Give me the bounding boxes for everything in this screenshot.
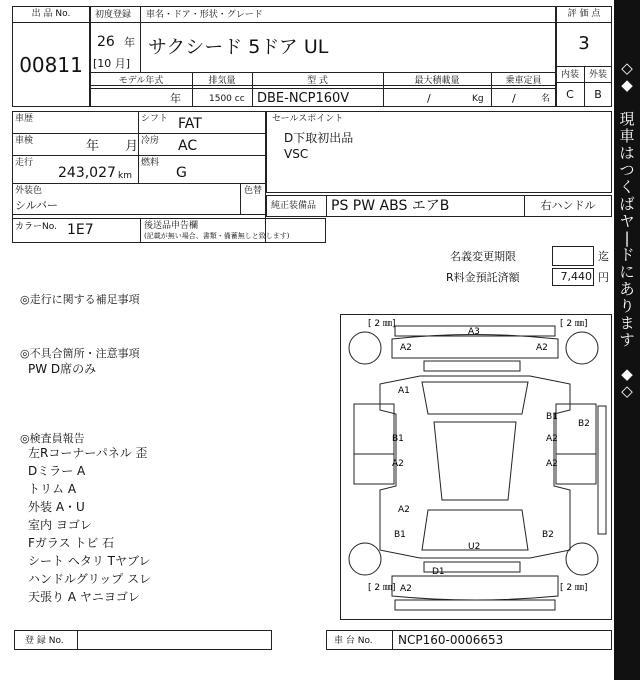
ac-label: 冷房 [141,136,160,146]
recycle-unit: 円 [598,271,609,284]
fuel-label: 燃料 [141,158,160,168]
first-reg-month: [10 月] [93,57,131,70]
damage-mark: B1 [546,412,558,422]
defects-label: ◎不具合箇所・注意事項 [20,347,140,360]
sales-point-1: D下取初出品 [284,131,354,145]
damage-mark: A2 [546,434,558,444]
recycle-value: 7,440 [560,270,592,283]
inspector-item: 外装 A・U [28,500,85,514]
exterior-label: 外装 [588,70,607,80]
damage-mark: A2 [400,343,412,353]
inspection-label: 車検 [15,136,34,146]
tire-label-rl: [ 2 ㎜] [368,583,396,593]
ac-value: AC [178,138,198,154]
color-no-label: カラーNo. [15,222,57,232]
chassis-label: 車 台 No. [334,636,373,646]
wheel-icon [349,543,381,575]
name-change-label: 名義変更期限 [450,250,516,263]
capacity-unit: 名 [541,94,551,104]
history-label: 車歴 [15,114,34,124]
damage-mark: A2 [392,459,404,469]
interior-grade: C [566,88,574,101]
first-reg-label: 初度登録 [95,10,132,20]
car-name-label: 車名・ドア・形状・グレード [146,10,263,20]
shift-value: FAT [178,116,202,132]
damage-mark: D1 [432,567,445,577]
model-year-label: モデル年式 [118,76,164,86]
inspector-item: 左Rコーナーパネル 歪 [28,446,148,460]
load-slash: / [427,92,431,105]
inspector-label: ◎検査員報告 [20,432,85,445]
steering-value: 右ハンドル [540,199,596,212]
tire-label-fr: [ 2 ㎜] [560,319,588,329]
lot-number: 00811 [19,53,83,77]
inspector-item: トリム A [28,482,77,496]
displacement-label: 排気量 [208,76,236,86]
damage-mark: A2 [400,584,412,594]
chassis-number: NCP160-0006653 [398,633,504,647]
inspector-item: Fガラス トビ 石 [28,536,115,550]
first-reg-year: 26 [97,34,115,50]
shipping-label: 後送品申告欄 [144,221,199,231]
equipment-label: 純正装備品 [271,201,317,211]
driving-notes-label: ◎走行に関する補足事項 [20,293,140,306]
defect-item: PW D席のみ [28,362,97,376]
color-value: シルバー [15,199,58,212]
color-label: 外装色 [15,186,43,196]
inspector-item: 天張り A ヤニヨゴレ [28,590,140,604]
model-code: DBE-NCP160V [257,91,350,106]
damage-mark: B1 [394,530,406,540]
damage-mark: A2 [546,459,558,469]
sales-point-2: VSC [284,147,309,161]
shift-label: シフト [141,114,169,124]
name-change-box [552,246,594,266]
inspector-item: ハンドルグリップ スレ [28,572,152,586]
side-banner-text: ◇ ◆ 現 車 は つ く ば ヤ | ド に あ り ま す ◆ ◇ [619,59,635,400]
registration-label: 登 録 No. [25,636,64,646]
score-value: 3 [578,33,590,54]
shipping-note: (記載が無い場合、書類・備蓄無しと致します) [144,232,290,240]
score-label: 評 価 点 [567,9,601,19]
damage-mark: B1 [392,434,404,444]
damage-mark: A2 [398,505,410,515]
mileage-label: 走行 [15,158,34,168]
displacement-value: 1500 cc [209,94,245,104]
repaint-label: 色替 [244,186,263,196]
damage-mark: B2 [578,419,590,429]
exterior-grade: B [594,88,602,101]
capacity-slash: / [512,92,516,105]
lot-label: 出 品 No. [31,9,71,19]
load-unit: Kg [472,94,484,104]
inspector-item: Dミラー A [28,464,86,478]
sales-point-label: セールスポイント [272,114,344,124]
name-change-unit: 迄 [598,250,609,263]
recycle-label: R料金預託済額 [446,271,520,284]
year-unit: 年 [124,36,135,49]
damage-mark: A3 [468,327,480,337]
color-no-value: 1E7 [67,222,94,238]
tire-label-rr: [ 2 ㎜] [560,583,588,593]
inspector-item: シート ヘタリ Tヤブレ [28,554,151,568]
mileage-unit: km [118,171,132,181]
damage-mark: B2 [542,530,554,540]
inspection-value: 年 月 [86,139,139,154]
damage-mark: A2 [536,343,548,353]
car-name: サクシード 5ドア UL [148,36,329,58]
max-load-label: 最大積載量 [414,76,460,86]
car-damage-diagram [340,314,612,620]
tire-label-fl: [ 2 ㎜] [368,319,396,329]
damage-mark: A1 [398,386,410,396]
equipment-value: PS PW ABS エアB [331,198,450,214]
wheel-icon [566,332,598,364]
type-label: 型 式 [307,76,328,86]
model-year-unit: 年 [170,92,181,105]
mileage-value: 243,027 [58,165,116,181]
inspector-item: 室内 ヨゴレ [28,518,92,532]
interior-label: 内装 [560,70,579,80]
wheel-icon [566,543,598,575]
capacity-label: 乗車定員 [505,76,542,86]
wheel-icon [349,332,381,364]
damage-mark: U2 [468,542,481,552]
fuel-value: G [176,165,187,181]
